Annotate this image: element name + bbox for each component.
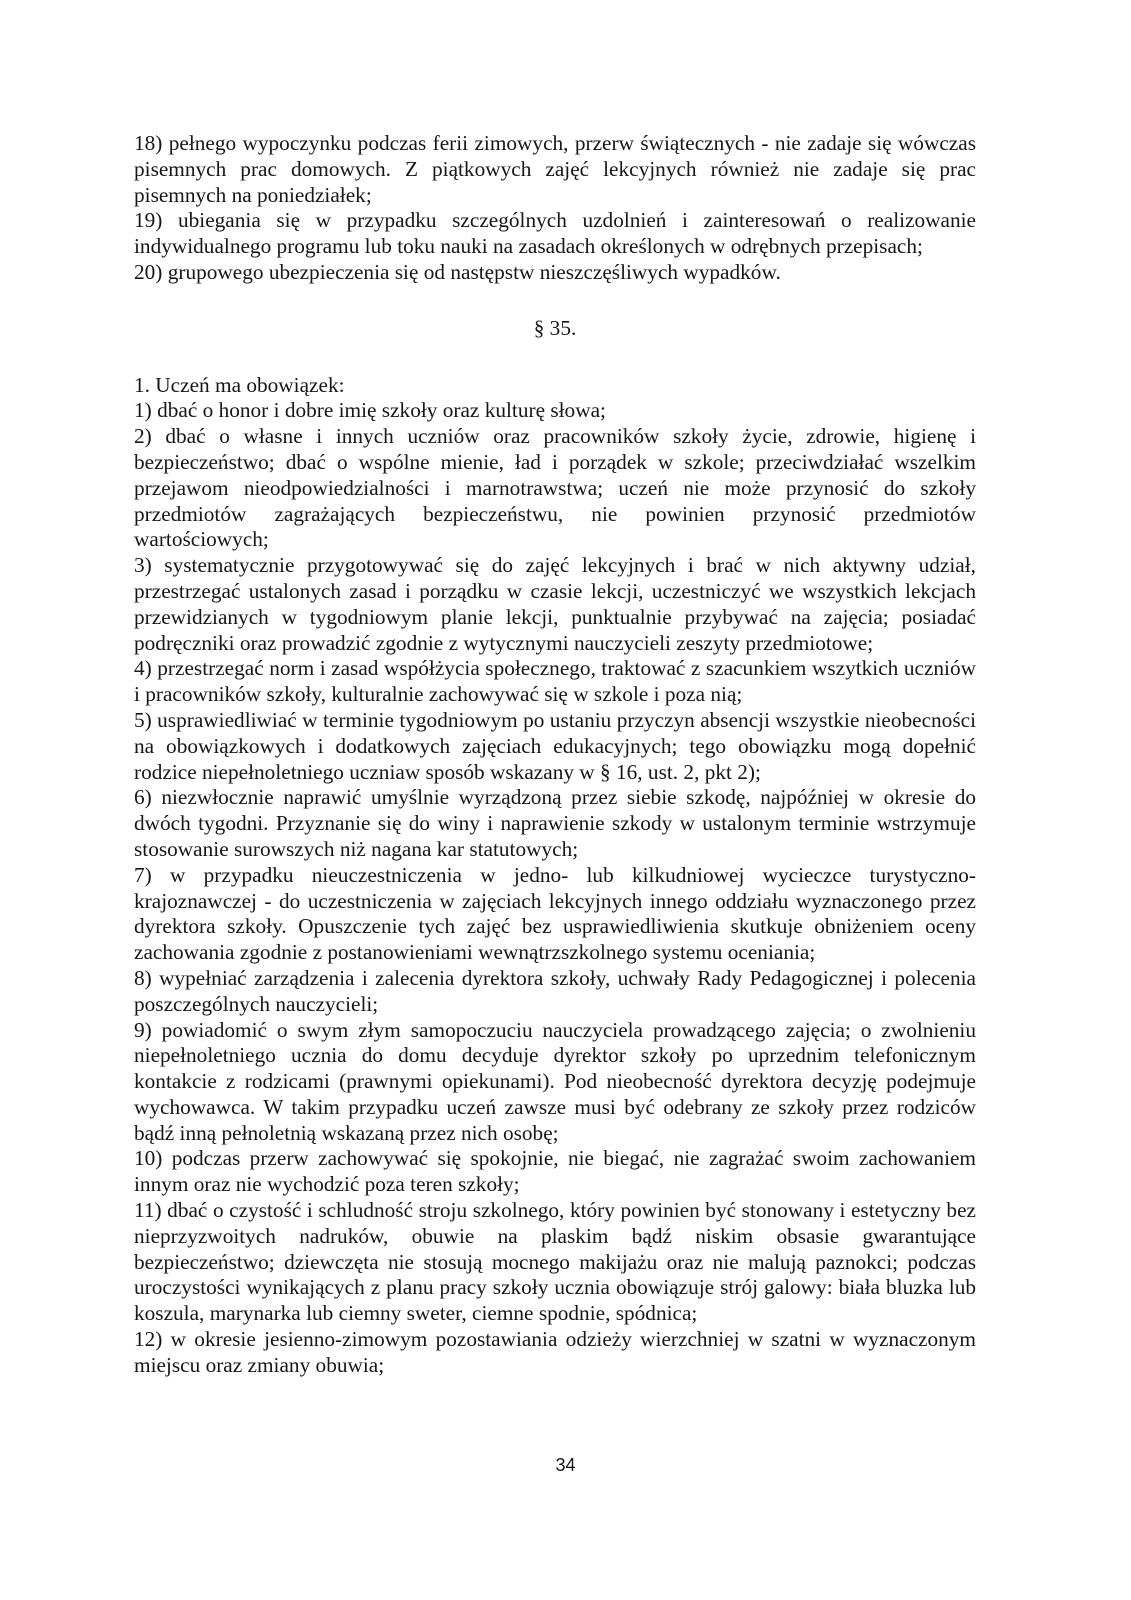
duty-item-2: 2) dbać o własne i innych uczniów oraz pracowników szkoły życie, zdrowie, higienę i bezpieczeństwo; dbać o wspólne mienie, ład i porządek w szkole; przeciwdziałać wszelkim przejawom nieodpowiedzialności i marnotrawstwa; uczeń nie może przynosić do szkoły przedmiotów zagrażających bezpieczeństwu, nie powinien przynosić przedmiotów wartościowych; [134,424,976,552]
duty-item-8: 8) wypełniać zarządzenia i zalecenia dyrektora szkoły, uchwały Rady Pedagogicznej i polecenia poszczególnych nauczycieli; [134,965,976,1016]
list-item-18: 18) pełnego wypoczynku podczas ferii zimowych, przerw świątecznych - nie zadaje się wówczas pisemnych prac domowych. Z piątkowych zajęć lekcyjnych również nie zadaje się prac pisemnych na poniedziałek; [134,131,976,207]
page-body [134,131,976,1379]
section-intro: 1. Uczeń ma obowiązek: [134,372,345,397]
duty-item-12: 12) w okresie jesienno-zimowym pozostawiania odzieży wierzchniej w szatni w wyznaczonym miejscu oraz zmiany obuwia; [134,1327,976,1377]
list-item-20: 20) grupowego ubezpieczenia się od następstw nieszczęśliwych wypadków. [134,259,781,284]
page-number: 34 [555,1455,576,1475]
section-heading: § 35. [533,315,577,340]
duty-item-9: 9) powiadomić o swym złym samopoczuciu nauczyciela prowadzącego zajęcia; o zwolnieniu niepełnoletniego ucznia do domu decyduje dyrektor szkoły po uprzednim telefonicznym kontakcie z rodzicami (prawnymi opiekunami). Pod nieobecność dyrektora decyzję podejmuje wychowawca. W takim przypadku uczeń zawsze musi być odebrany ze szkoły przez rodziców bądź inną pełnoletnią wskazaną przez nich osobę; [134,1017,976,1145]
duty-item-5: 5) usprawiedliwiać w terminie tygodniowym po ustaniu przyczyn absencji wszystkie nieobecności na obowiązkowych i dodatkowych zajęciach edukacyjnych; tego obowiązku mogą dopełnić rodzice niepełnoletniego uczniaw sposób wskazany w § 16, ust. 2, pkt 2); [134,707,976,784]
duty-item-7: 7) w przypadku nieuczestniczenia w jedno- lub kilkudniowej wycieczce turystyczno-krajoznawczej - do uczestniczenia w zajęciach lekcyjnych innego oddziału wyznaczonego przez dyrektora szkoły. Opuszczenie tych zajęć bez usprawiedliwienia skutkuje obniżeniem oceny zachowania zgodnie z postanowieniami wewnątrzszkolnego systemu oceniania; [134,862,976,965]
duty-item-3: 3) systematycznie przygotowywać się do zajęć lekcyjnych i brać w nich aktywny udział, przestrzegać ustalonych zasad i porządku w czasie lekcji, uczestniczyć we wszystkich lekcjach przewidzianych w tygodniowym planie lekcji, punktualnie przybywać na zajęcia; posiadać podręczniki oraz prowadzić zgodnie z wytycznymi nauczycieli zeszyty przedmiotowe; [134,553,976,655]
duty-item-1: 1) dbać o honor i dobre imię szkoły oraz kulturę słowa; [134,398,606,423]
list-item-19: 19) ubiegania się w przypadku szczególnych uzdolnień i zainteresowań o realizowanie indywidualnego programu lub toku nauki na zasadach określonych w odrębnych przepisach; [134,208,976,259]
duty-item-6: 6) niezwłocznie naprawić umyślnie wyrządzoną przez siebie szkodę, najpóźniej w okresie do dwóch tygodni. Przyznanie się do winy i naprawienie szkody w ustalonym terminie wstrzymuje stosowanie surowszych niż nagana kar statutowych; [134,785,976,861]
duty-item-10: 10) podczas przerw zachowywać się spokojnie, nie biegać, nie zagrażać swoim zachowaniem innym oraz nie wychodzić poza teren szkoły; [134,1146,976,1197]
duty-item-11: 11) dbać o czystość i schludność stroju szkolnego, który powinien być stonowany i estetyczny bez nieprzyzwoitych nadruków, obuwie na plaskim bądź niskim obsasie gwarantujące bezpieczeństwo; dziewczęta nie stosują mocnego makijażu oraz nie malują paznokci; podczas uroczystości wynikających z planu pracy szkoły ucznia obowiązuje strój galowy: biała bluzka lub koszula, marynarka lub ciemny sweter, ciemne spodnie, spódnica; [134,1198,976,1326]
duty-item-4: 4) przestrzegać norm i zasad współżycia społecznego, traktować z szacunkiem wszytkich uczniów i pracowników szkoły, kulturalnie zachowywać się w szkole i poza nią; [134,656,976,707]
